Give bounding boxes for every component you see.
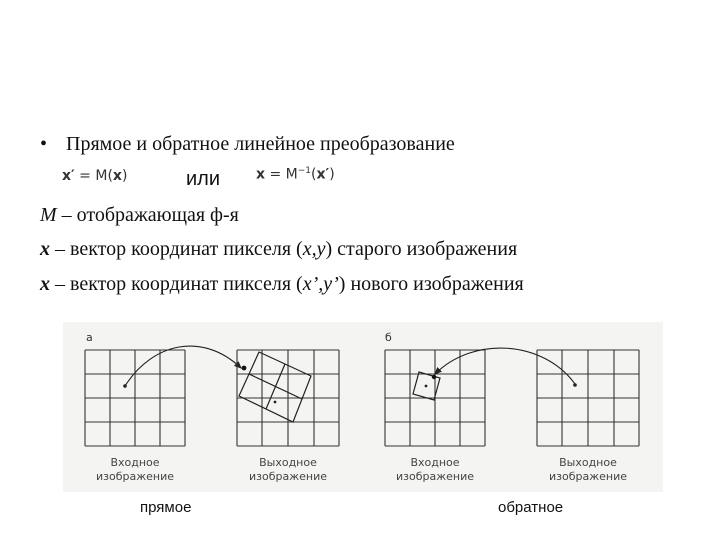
formula-inverse-lhs: x (256, 166, 266, 183)
bullet-symbol: • (40, 133, 48, 155)
panel-a-rotated-square (239, 352, 311, 422)
panel-a-input-label-2: изображение (95, 470, 175, 483)
formula-forward-arg: x (112, 168, 122, 184)
formula-forward (62, 168, 127, 184)
panel-b-input-label-1: Входное (410, 456, 460, 469)
formula-inverse-sup: −1 (297, 166, 312, 176)
definition-x-old-text-b: ) старого изображения (325, 238, 518, 260)
definition-x-old-text-a: – вектор координат пикселя ( (50, 238, 303, 260)
panel-a-mapping-arrow (125, 346, 241, 386)
definition-m-text: – отображающая ф-я (56, 204, 239, 226)
panel-a-target-pixel (242, 366, 247, 371)
panel-a-letter: а (86, 331, 93, 344)
panel-b-source-point (432, 375, 436, 379)
definition-m (40, 204, 239, 227)
panel-a-target-dot (274, 401, 277, 404)
bullet-heading (40, 133, 455, 156)
definition-x-new-text-b: ) нового изображения (338, 273, 524, 295)
panel-b-letter: б (385, 331, 392, 344)
panel-a-input-grid (85, 350, 185, 446)
formula-inverse-arg: x′ (316, 166, 330, 183)
definition-m-symbol: M (40, 204, 57, 226)
definition-x-old-coords: x,y (302, 238, 326, 260)
panel-b-output-label-2: изображение (548, 470, 628, 483)
definition-x-new-symbol: x (40, 273, 50, 295)
panel-a-output-label-2: изображение (248, 470, 328, 483)
formula-forward-close: ) (121, 168, 128, 184)
formula-inverse-open: ( (311, 166, 317, 183)
panel-b-source-dot (425, 385, 428, 388)
formula-forward-lhs: x′ (62, 168, 75, 184)
panel-a-input-label-1: Входное (110, 456, 160, 469)
panel-a-output-label-1: Выходное (259, 456, 317, 469)
formula-inverse-eq: = M (265, 166, 298, 183)
transform-diagram (63, 322, 663, 492)
caption-inverse: обратное (498, 499, 564, 516)
definition-x-new-text-a: – вектор координат пикселя ( (50, 273, 303, 295)
definition-x-old-symbol: x (40, 238, 50, 260)
definition-x-new (40, 273, 524, 296)
formula-forward-eq: = M( (74, 168, 113, 184)
formula-inverse (256, 166, 335, 183)
panel-b-mapping-arrow (435, 348, 575, 384)
panel-a-output-grid (237, 350, 339, 446)
panel-b-output-label-1: Выходное (559, 456, 617, 469)
definition-x-old (40, 238, 517, 261)
panel-b-input-label-2: изображение (395, 470, 475, 483)
transform-figure (63, 322, 663, 492)
caption-forward: прямое (140, 499, 192, 516)
panel-b-target-pixel (573, 383, 577, 387)
or-word: или (186, 168, 221, 190)
definition-x-new-coords: x’,y’ (302, 273, 339, 295)
formula-inverse-close: ) (329, 166, 335, 183)
heading-text: Прямое и обратное линейное преобразование (66, 133, 455, 155)
panel-b-output-grid (537, 350, 639, 446)
